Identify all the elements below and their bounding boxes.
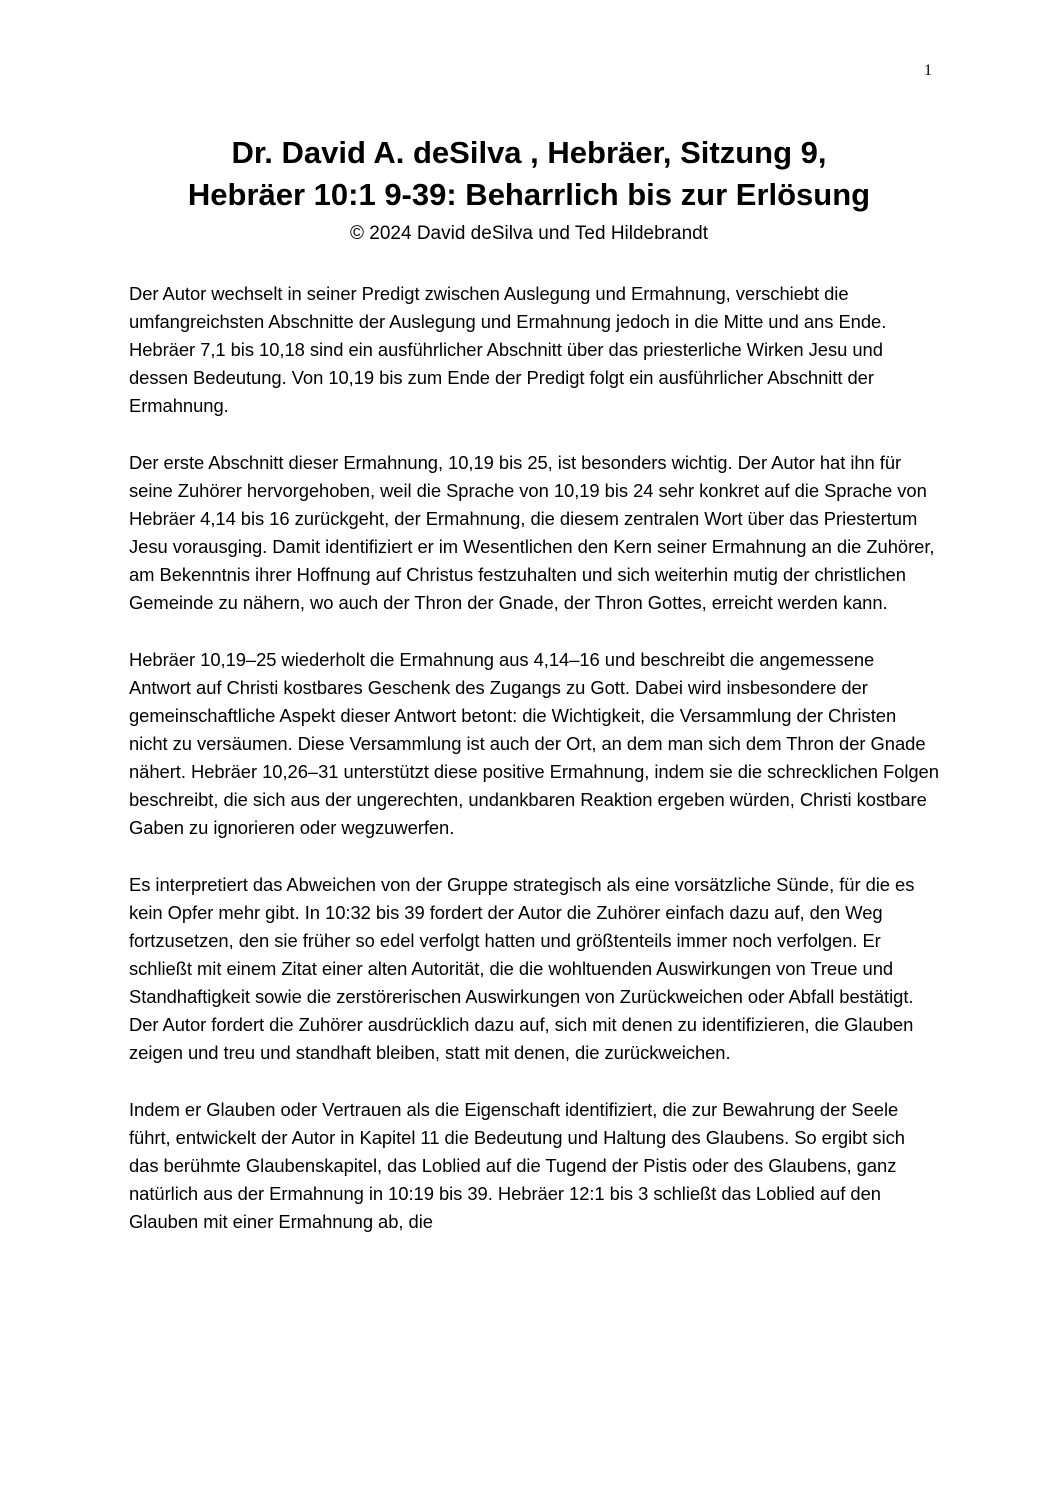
- paragraph-5: Indem er Glauben oder Vertrauen als die Eigenschaft identifiziert, die zur Bewahrung der Seele führt, entwickelt der Autor in Kapitel 11 die Bedeutung und Haltung des Glaubens. So ergibt sich das berühmte Glaubenskapitel, das Loblied auf die Tugend der Pistis oder des Glaubens, ganz natürlich aus der Ermahnung in 10:19 bis 39. Hebräer 12:1 bis 3 schließt das Loblied auf den Glauben mit einer Ermahnung ab, die: [129, 1099, 905, 1232]
- paragraph-4: Es interpretiert das Abweichen von der Gruppe strategisch als eine vorsätzliche Sünde, für die es kein Opfer mehr gibt. In 10:32 bis 39 fordert der Autor die Zuhörer einfach dazu auf, den Weg fortzusetzen, den sie früher so edel verfolgt hatten und größtenteils immer noch verfolgen. Er schließt mit einem Zitat einer alten Autorität, die die wohltuenden Auswirkungen von Treue und Standhaftigkeit sowie die zerstörerischen Auswirkungen von Zurückweichen oder Abfall bestätigt. Der Autor fordert die Zuhörer ausdrücklich dazu auf, sich mit denen zu identifizieren, die Glauben zeigen und treu und standhaft bleiben, statt mit denen, die zurückweichen.: [129, 874, 915, 1063]
- document-title-line-2: Hebräer 10:1 9-39: Beharrlich bis zur Erlösung: [187, 177, 871, 212]
- page-number: 1: [924, 62, 932, 79]
- paragraph-3: Hebräer 10,19–25 wiederholt die Ermahnung aus 4,14–16 und beschreibt die angemessene Antwort auf Christi kostbares Geschenk des Zugangs zu Gott. Dabei wird insbesondere der gemeinschaftliche Aspekt dieser Antwort betont: die Wichtigkeit, die Versammlung der Christen nicht zu versäumen. Diese Versammlung ist auch der Ort, an dem man sich dem Thron der Gnade nähert. Hebräer 10,26–31 unterstützt diese positive Ermahnung, indem sie die schrecklichen Folgen beschreibt, die sich aus der ungerechten, undankbaren Reaktion ergeben würden, Christi kostbare Gaben zu ignorieren oder wegzuwerfen.: [129, 649, 939, 838]
- copyright-notice: © 2024 David deSilva und Ted Hildebrandt: [350, 223, 708, 244]
- title-block: [0, 132, 1058, 248]
- body-text: [129, 280, 939, 1265]
- paragraph-1: Der Autor wechselt in seiner Predigt zwischen Auslegung und Ermahnung, verschiebt die umfangreichsten Abschnitte der Auslegung und Ermahnung jedoch in die Mitte und ans Ende. Hebräer 7,1 bis 10,18 sind ein ausführlicher Abschnitt über das priesterliche Wirken Jesu und dessen Bedeutung. Von 10,19 bis zum Ende der Predigt folgt ein ausführlicher Abschnitt der Ermahnung.: [129, 283, 887, 416]
- paragraph-2: Der erste Abschnitt dieser Ermahnung, 10,19 bis 25, ist besonders wichtig. Der Autor hat ihn für seine Zuhörer hervorgehoben, weil die Sprache von 10,19 bis 24 sehr konkret auf die Sprache von Hebräer 4,14 bis 16 zurückgeht, der Ermahnung, die diesem zentralen Wort über das Priestertum Jesu vorausging. Damit identifiziert er im Wesentlichen den Kern seiner Ermahnung an die Zuhörer, am Bekenntnis ihrer Hoffnung auf Christus festzuhalten und sich weiterhin mutig der christlichen Gemeinde zu nähern, wo auch der Thron der Gnade, der Thron Gottes, erreicht werden kann.: [129, 452, 935, 613]
- document-title-line-1: Dr. David A. deSilva , Hebräer, Sitzung 9,: [231, 135, 827, 170]
